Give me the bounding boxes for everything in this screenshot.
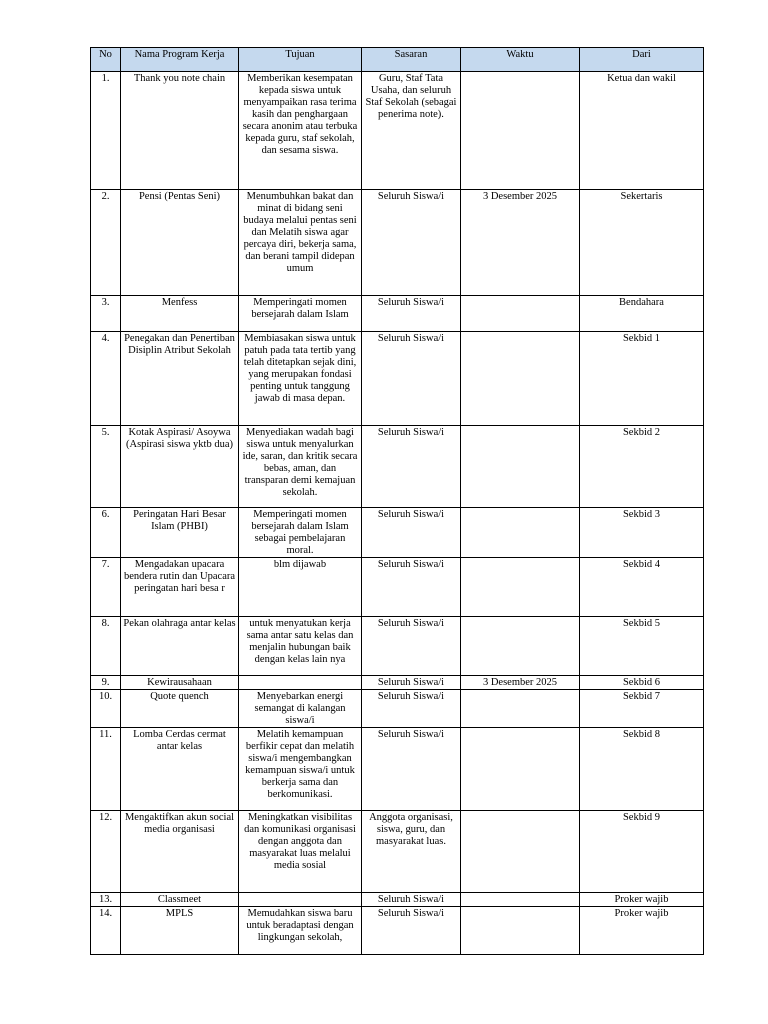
cell-sasaran: Seluruh Siswa/i [362,617,461,676]
table-row [91,558,704,617]
cell-tujuan: Membiasakan siswa untuk patuh pada tata tertib yang telah ditetapkan sejak dini, yang merupakan fondasi penting untuk tanggung jawab di masa depan. [239,332,362,426]
table-row [91,728,704,811]
cell-nama-program: Menfess [121,296,239,332]
cell-waktu [461,893,580,907]
cell-dari: Bendahara [580,296,704,332]
cell-nama-program: Classmeet [121,893,239,907]
header-sasaran: Sasaran [362,48,461,72]
cell-waktu [461,426,580,508]
cell-tujuan: Menyediakan wadah bagi siswa untuk menyalurkan ide, saran, dan kritik secara bebas, aman, dan transparan demi kemajuan sekolah. [239,426,362,508]
table-row [91,296,704,332]
table-row [91,426,704,508]
cell-no: 7. [91,558,121,617]
cell-waktu [461,296,580,332]
cell-tujuan: Memperingati momen bersejarah dalam Islam sebagai pembelajaran moral. [239,508,362,558]
cell-tujuan: Meningkatkan visibilitas dan komunikasi organisasi dengan anggota dan masyarakat luas melalui media sosial [239,811,362,893]
cell-nama-program: Penegakan dan Penertiban Disiplin Atribut Sekolah [121,332,239,426]
table-row [91,190,704,296]
cell-sasaran: Seluruh Siswa/i [362,907,461,955]
cell-no: 10. [91,690,121,728]
cell-dari: Proker wajib [580,907,704,955]
cell-no: 5. [91,426,121,508]
table-row [91,690,704,728]
cell-waktu [461,907,580,955]
program-kerja-table [90,47,704,955]
cell-nama-program: Mengaktifkan akun social media organisasi [121,811,239,893]
cell-dari: Sekbid 9 [580,811,704,893]
cell-waktu [461,690,580,728]
cell-nama-program: Pensi (Pentas Seni) [121,190,239,296]
cell-no: 3. [91,296,121,332]
header-waktu: Waktu [461,48,580,72]
cell-sasaran: Seluruh Siswa/i [362,690,461,728]
cell-waktu [461,811,580,893]
header-dari: Dari [580,48,704,72]
cell-dari: Sekbid 8 [580,728,704,811]
header-no: No [91,48,121,72]
cell-nama-program: Mengadakan upacara bendera rutin dan Upacara peringatan hari besa r [121,558,239,617]
cell-tujuan: Memberikan kesempatan kepada siswa untuk menyampaikan rasa terima kasih dan penghargaan secara anonim atau terbuka kepada guru, staf sekolah, dan sesama siswa. [239,72,362,190]
cell-no: 4. [91,332,121,426]
cell-tujuan: Melatih kemampuan berfikir cepat dan melatih siswa/i mengembangkan kemampuan siswa/i untuk berkerja sama dan berkomunikasi. [239,728,362,811]
table-row [91,72,704,190]
cell-waktu [461,332,580,426]
table-row [91,617,704,676]
cell-sasaran: Seluruh Siswa/i [362,190,461,296]
cell-nama-program: Kotak Aspirasi/ Asoywa (Aspirasi siswa yktb dua) [121,426,239,508]
cell-tujuan: Memperingati momen bersejarah dalam Islam [239,296,362,332]
cell-waktu: 3 Desember 2025 [461,676,580,690]
cell-dari: Sekbid 1 [580,332,704,426]
cell-dari: Sekertaris [580,190,704,296]
cell-sasaran: Seluruh Siswa/i [362,558,461,617]
cell-waktu [461,728,580,811]
cell-dari: Sekbid 6 [580,676,704,690]
cell-nama-program: Quote quench [121,690,239,728]
cell-no: 6. [91,508,121,558]
cell-nama-program: Pekan olahraga antar kelas [121,617,239,676]
table-row [91,907,704,955]
cell-sasaran: Seluruh Siswa/i [362,332,461,426]
table-row [91,676,704,690]
cell-no: 1. [91,72,121,190]
cell-nama-program: Lomba Cerdas cermat antar kelas [121,728,239,811]
cell-no: 12. [91,811,121,893]
cell-no: 13. [91,893,121,907]
cell-no: 2. [91,190,121,296]
cell-no: 14. [91,907,121,955]
table-header-row [91,48,704,72]
table-row [91,811,704,893]
cell-sasaran: Seluruh Siswa/i [362,426,461,508]
cell-sasaran: Seluruh Siswa/i [362,893,461,907]
cell-tujuan: Memudahkan siswa baru untuk beradaptasi dengan lingkungan sekolah, [239,907,362,955]
cell-tujuan [239,893,362,907]
cell-waktu [461,558,580,617]
cell-dari: Ketua dan wakil [580,72,704,190]
cell-waktu [461,508,580,558]
cell-sasaran: Seluruh Siswa/i [362,728,461,811]
table-row [91,893,704,907]
cell-nama-program: Peringatan Hari Besar Islam (PHBI) [121,508,239,558]
cell-dari: Sekbid 2 [580,426,704,508]
cell-sasaran: Guru, Staf Tata Usaha, dan seluruh Staf Sekolah (sebagai penerima note). [362,72,461,190]
cell-sasaran: Seluruh Siswa/i [362,676,461,690]
cell-dari: Proker wajib [580,893,704,907]
header-nama-program: Nama Program Kerja [121,48,239,72]
cell-sasaran: Seluruh Siswa/i [362,508,461,558]
cell-nama-program: Thank you note chain [121,72,239,190]
header-tujuan: Tujuan [239,48,362,72]
cell-tujuan: blm dijawab [239,558,362,617]
cell-dari: Sekbid 7 [580,690,704,728]
cell-no: 11. [91,728,121,811]
cell-tujuan: Menyebarkan energi semangat di kalangan siswa/i [239,690,362,728]
cell-tujuan [239,676,362,690]
cell-no: 8. [91,617,121,676]
cell-tujuan: Menumbuhkan bakat dan minat di bidang seni budaya melalui pentas seni dan Melatih siswa agar percaya diri, bekerja sama, dan berani tampil didepan umum [239,190,362,296]
cell-dari: Sekbid 4 [580,558,704,617]
cell-nama-program: Kewirausahaan [121,676,239,690]
cell-dari: Sekbid 3 [580,508,704,558]
cell-waktu [461,72,580,190]
cell-nama-program: MPLS [121,907,239,955]
cell-waktu: 3 Desember 2025 [461,190,580,296]
table-row [91,508,704,558]
cell-no: 9. [91,676,121,690]
cell-sasaran: Seluruh Siswa/i [362,296,461,332]
cell-dari: Sekbid 5 [580,617,704,676]
cell-tujuan: untuk menyatukan kerja sama antar satu kelas dan menjalin hubungan baik dengan kelas lain nya [239,617,362,676]
cell-sasaran: Anggota organisasi, siswa, guru, dan masyarakat luas. [362,811,461,893]
table-row [91,332,704,426]
cell-waktu [461,617,580,676]
